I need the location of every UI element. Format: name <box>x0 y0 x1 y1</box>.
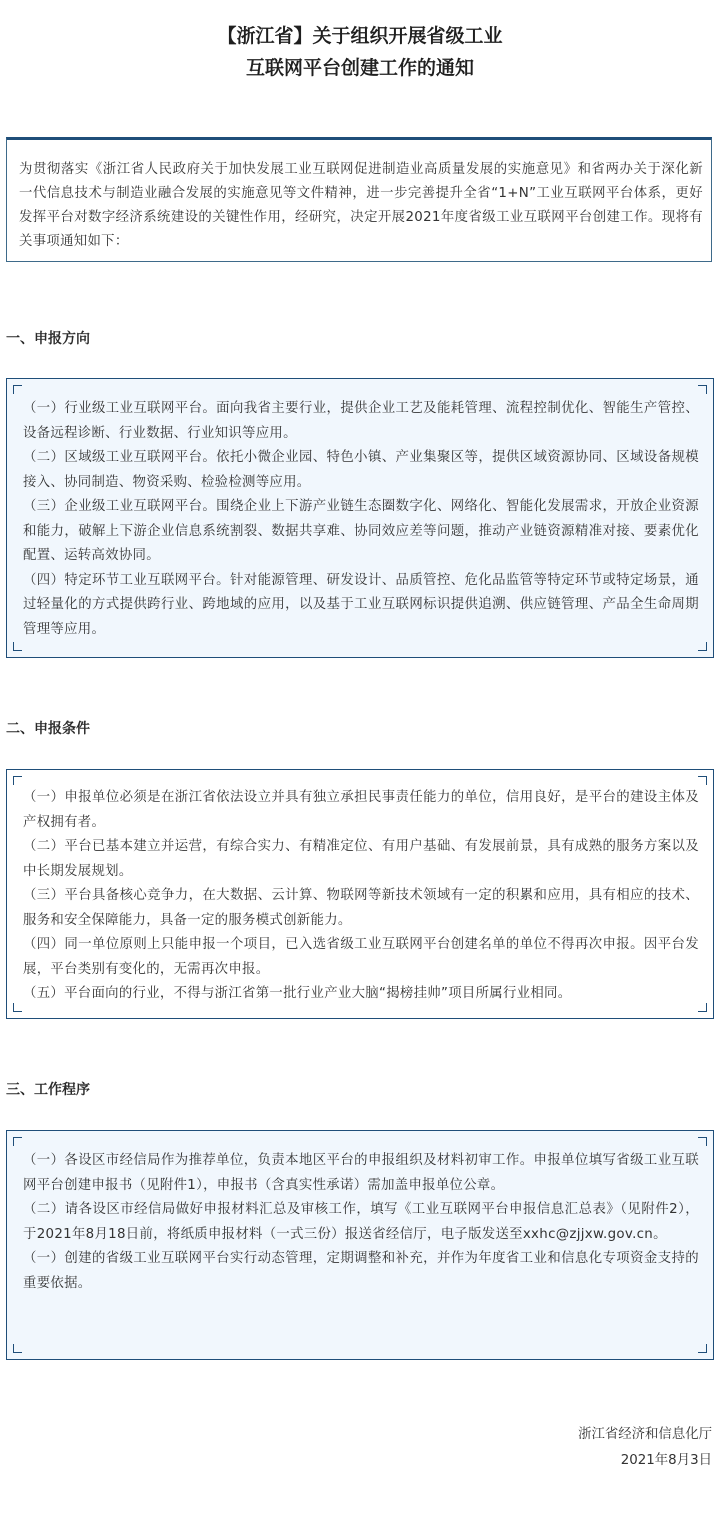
corner-bracket-decoration <box>13 776 22 785</box>
page-title-line-2: 互联网平台创建工作的通知 <box>245 57 474 79</box>
corner-bracket-decoration <box>698 776 707 785</box>
section-box-direction <box>6 378 714 658</box>
list-item: （二）请各设区市经信局做好申报材料汇总及审核工作，填写《工业互联网平台申报信息汇总表》（见附件2），于2021年8月18日前，将纸质申报材料（一式三份）报送省经信厅，电子版发送至xxhc@zjjxw.gov.cn。 <box>23 1202 699 1242</box>
signature-block <box>578 1422 712 1474</box>
corner-bracket-decoration <box>13 385 22 394</box>
section-heading-procedure: 三、工作程序 <box>6 1082 90 1098</box>
section-box-conditions <box>6 769 714 1019</box>
list-item: （四）同一单位原则上只能申报一个项目，已入选省级工业互联网平台创建名单的单位不得再次申报。因平台发展，平台类别有变化的，无需再次申报。 <box>23 937 699 977</box>
intro-paragraph: 为贯彻落实《浙江省人民政府关于加快发展工业互联网促进制造业高质量发展的实施意见》和省两办关于深化新一代信息技术与制造业融合发展的实施意见等文件精神，进一步完善提升全省“1+N”工业互联网平台体系，更好发挥平台对数字经济系统建设的关键性作用，经研究，决定开展2021年度省级工业互联网平台创建工作。现将有关事项通知如下： <box>19 162 703 249</box>
list-item: （二）区域级工业互联网平台。依托小微企业园、特色小镇、产业集聚区等，提供区域资源协同、区域设备规模接入、协同制造、物资采购、检验检测等应用。 <box>23 450 699 490</box>
corner-bracket-decoration <box>698 1344 707 1353</box>
intro-box <box>6 137 712 262</box>
list-item: （三）企业级工业互联网平台。围绕企业上下游产业链生态圈数字化、网络化、智能化发展需求，开放企业资源和能力，破解上下游企业信息系统割裂、数据共享难、协同效应差等问题，推动产业链资源精准对接、要素优化配置、运转高效协同。 <box>23 499 699 563</box>
list-item: （一）创建的省级工业互联网平台实行动态管理，定期调整和补充，并作为年度省工业和信息化专项资金支持的重要依据。 <box>23 1251 699 1291</box>
list-item: （二）平台已基本建立并运营，有综合实力、有精准定位、有用户基础、有发展前景，具有成熟的服务方案以及中长期发展规划。 <box>23 839 699 879</box>
corner-bracket-decoration <box>13 642 22 651</box>
corner-bracket-decoration <box>13 1137 22 1146</box>
list-item: （一）行业级工业互联网平台。面向我省主要行业，提供企业工艺及能耗管理、流程控制优化、智能生产管控、设备远程诊断、行业数据、行业知识等应用。 <box>23 401 699 441</box>
list-item: （四）特定环节工业互联网平台。针对能源管理、研发设计、品质管控、危化品监管等特定环节或特定场景，通过轻量化的方式提供跨行业、跨地域的应用，以及基于工业互联网标识提供追溯、供应链管理、产品全生命周期管理等应用。 <box>23 572 699 637</box>
list-item: （一）各设区市经信局作为推荐单位，负责本地区平台的申报组织及材料初审工作。申报单位填写省级工业互联网平台创建申报书（见附件1），申报书（含真实性承诺）需加盖申报单位公章。 <box>23 1153 699 1193</box>
list-item: （一）申报单位必须是在浙江省依法设立并具有独立承担民事责任能力的单位，信用良好，是平台的建设主体及产权拥有者。 <box>23 790 699 830</box>
section-box-text <box>23 397 699 642</box>
corner-bracket-decoration <box>698 1137 707 1146</box>
signature-org: 浙江省经济和信息化厅 <box>578 1427 712 1442</box>
page-title <box>0 20 720 84</box>
corner-bracket-decoration <box>698 1003 707 1012</box>
section-box-procedure <box>6 1130 714 1360</box>
signature-date: 2021年8月3日 <box>620 1453 712 1468</box>
section-heading-direction: 一、申报方向 <box>6 331 90 347</box>
corner-bracket-decoration <box>698 385 707 394</box>
list-item: （五）平台面向的行业，不得与浙江省第一批行业产业大脑“揭榜挂帅”项目所属行业相同。 <box>23 986 572 1001</box>
corner-bracket-decoration <box>698 642 707 651</box>
list-item: （三）平台具备核心竞争力，在大数据、云计算、物联网等新技术领域有一定的积累和应用，具有相应的技术、服务和安全保障能力，具备一定的服务模式创新能力。 <box>23 888 699 928</box>
corner-bracket-decoration <box>13 1003 22 1012</box>
page-title-line-1: 【浙江省】关于组织开展省级工业 <box>217 25 503 47</box>
section-box-text <box>23 786 699 1007</box>
section-heading-conditions: 二、申报条件 <box>6 721 90 737</box>
section-box-text <box>23 1149 699 1296</box>
corner-bracket-decoration <box>13 1344 22 1353</box>
